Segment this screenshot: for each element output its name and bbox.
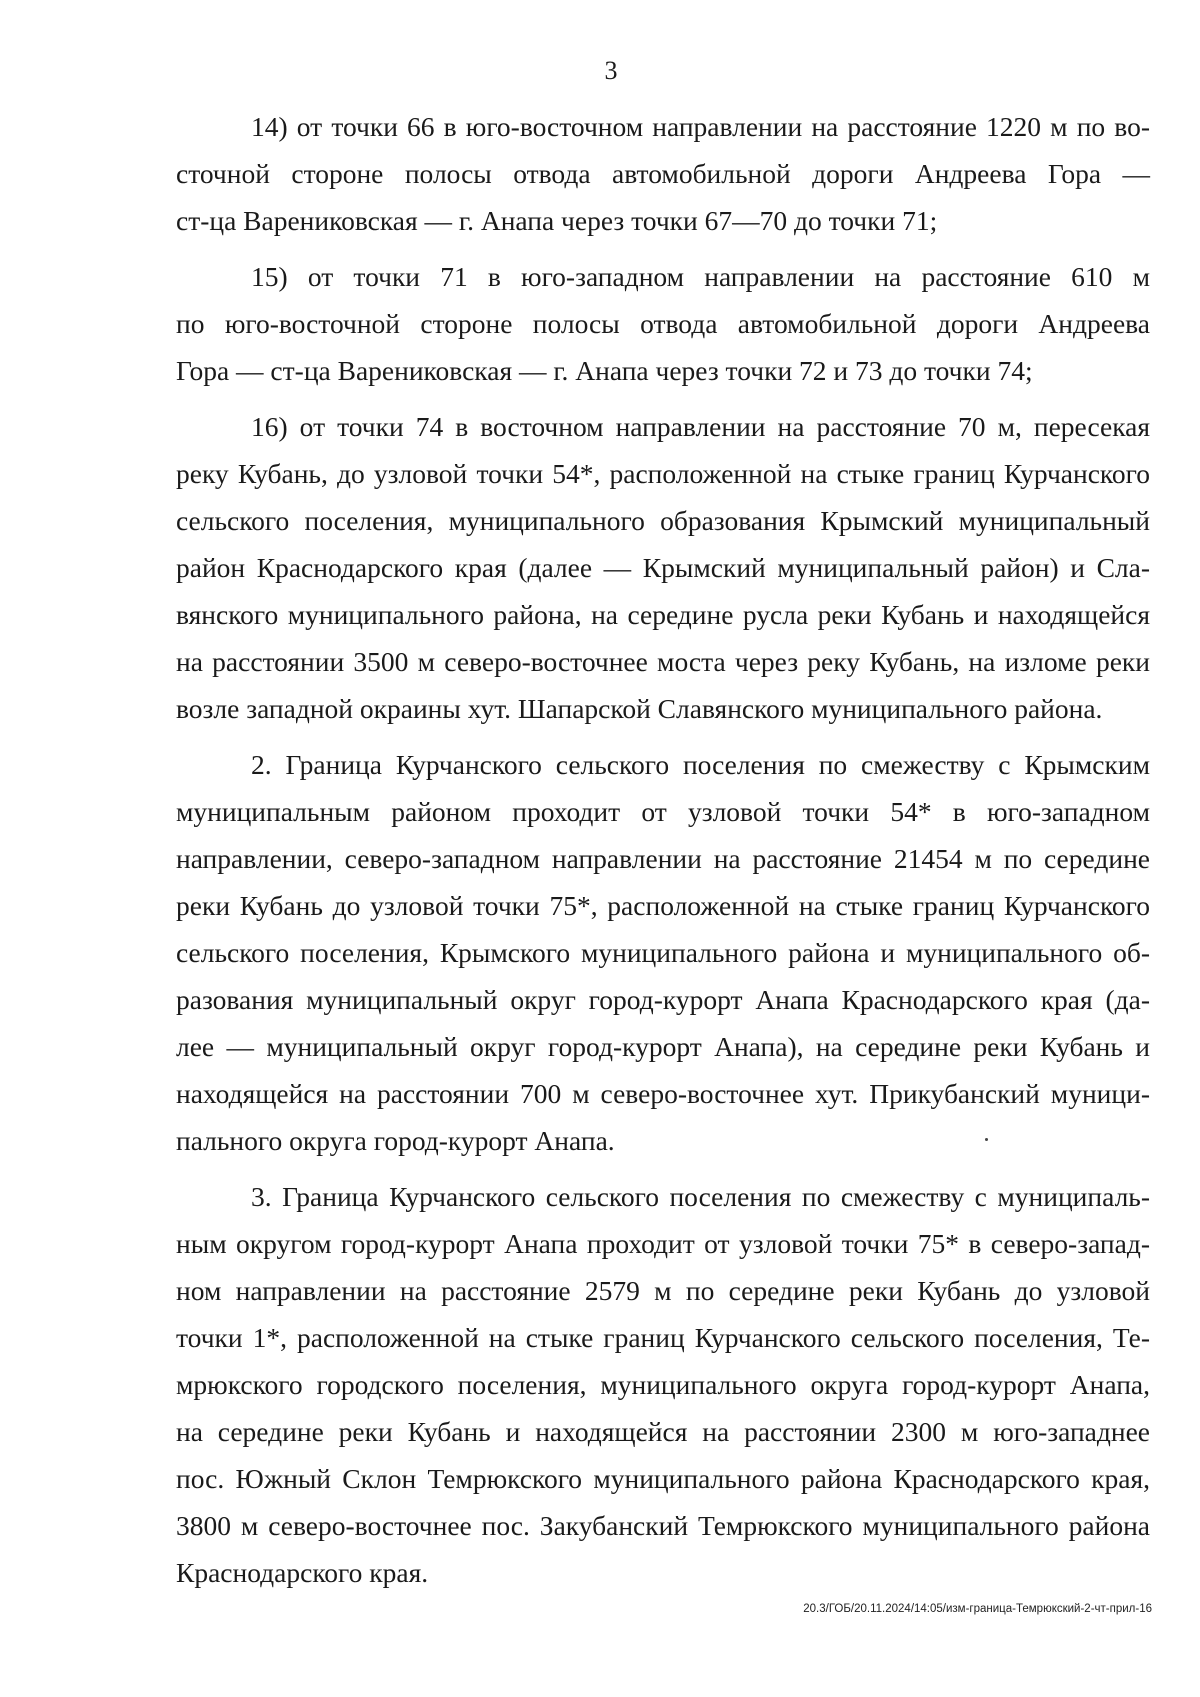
- page-number: 3: [604, 56, 618, 85]
- text-line: направлении, северо-западном направлении на расстояние 21454 м по середине: [176, 843, 1150, 874]
- text-line: лее — муниципальный округ город-курорт Анапа), на середине реки Кубань и: [176, 1031, 1150, 1062]
- text-line: реки Кубань до узловой точки 75*, расположенной на стыке границ Курчанского: [176, 890, 1150, 921]
- text-line: сельского поселения, Крымского муниципального района и муниципального об-: [176, 937, 1150, 968]
- footer-document-code: 20.3/ГОБ/20.11.2024/14:05/изм-граница-Темрюкский-2-чт-прил-16: [803, 1603, 1152, 1615]
- text-line: 16) от точки 74 в восточном направлении на расстояние 70 м, пересекая: [251, 411, 1150, 442]
- text-line: на расстоянии 3500 м северо-восточнее моста через реку Кубань, на изломе реки: [176, 646, 1150, 677]
- text-line: 14) от точки 66 в юго-восточном направлении на расстояние 1220 м по во-: [251, 111, 1150, 142]
- text-line: 2. Граница Курчанского сельского поселения по смежеству с Крымским: [251, 749, 1150, 780]
- document-body: [176, 103, 1150, 1596]
- text-line: ном направлении на расстояние 2579 м по середине реки Кубань до узловой: [176, 1275, 1150, 1306]
- text-line: 15) от точки 71 в юго-западном направлении на расстояние 610 м: [251, 261, 1150, 292]
- text-line: пального округа город-курорт Анапа.: [176, 1125, 615, 1156]
- text-line: 3800 м северо-восточнее пос. Закубанский Темрюкского муниципального района: [176, 1510, 1150, 1541]
- paragraph-item-15: [176, 253, 1150, 394]
- paragraph-section-3: [176, 1173, 1150, 1596]
- text-line: возле западной окраины хут. Шапарской Славянского муниципального района.: [176, 693, 1103, 724]
- text-line: ным округом город-курорт Анапа проходит от узловой точки 75* в северо-запад-: [176, 1228, 1150, 1259]
- text-line: ст-ца Варениковская — г. Анапа через точки 67—70 до точки 71;: [176, 205, 938, 236]
- scan-speck: [985, 1138, 988, 1141]
- text-line: 3. Граница Курчанского сельского поселения по смежеству с муниципаль-: [251, 1181, 1150, 1212]
- text-line: район Краснодарского края (далее — Крымский муниципальный район) и Сла-: [176, 552, 1150, 583]
- text-line: разования муниципальный округ город-курорт Анапа Краснодарского края (да-: [176, 984, 1150, 1015]
- text-line: находящейся на расстоянии 700 м северо-восточнее хут. Прикубанский муници-: [176, 1078, 1150, 1109]
- text-line: по юго-восточной стороне полосы отвода автомобильной дороги Андреева: [176, 308, 1150, 339]
- paragraph-item-16: [176, 403, 1150, 732]
- text-line: точки 1*, расположенной на стыке границ Курчанского сельского поселения, Те-: [176, 1322, 1150, 1353]
- text-line: на середине реки Кубань и находящейся на расстоянии 2300 м юго-западнее: [176, 1416, 1150, 1447]
- text-line: сельского поселения, муниципального образования Крымский муниципальный: [176, 505, 1150, 536]
- paragraph-item-14: [176, 103, 1150, 244]
- text-line: сточной стороне полосы отвода автомобильной дороги Андреева Гора —: [176, 158, 1150, 189]
- paragraph-section-2: [176, 741, 1150, 1164]
- text-line: мрюкского городского поселения, муниципального округа город-курорт Анапа,: [176, 1369, 1150, 1400]
- text-line: муниципальным районом проходит от узловой точки 54* в юго-западном: [176, 796, 1150, 827]
- text-line: вянского муниципального района, на середине русла реки Кубань и находящейся: [176, 599, 1150, 630]
- text-line: Гора — ст-ца Варениковская — г. Анапа через точки 72 и 73 до точки 74;: [176, 355, 1033, 386]
- text-line: реку Кубань, до узловой точки 54*, расположенной на стыке границ Курчанского: [176, 458, 1150, 489]
- text-line: пос. Южный Склон Темрюкского муниципального района Краснодарского края,: [176, 1463, 1150, 1494]
- text-line: Краснодарского края.: [176, 1557, 429, 1588]
